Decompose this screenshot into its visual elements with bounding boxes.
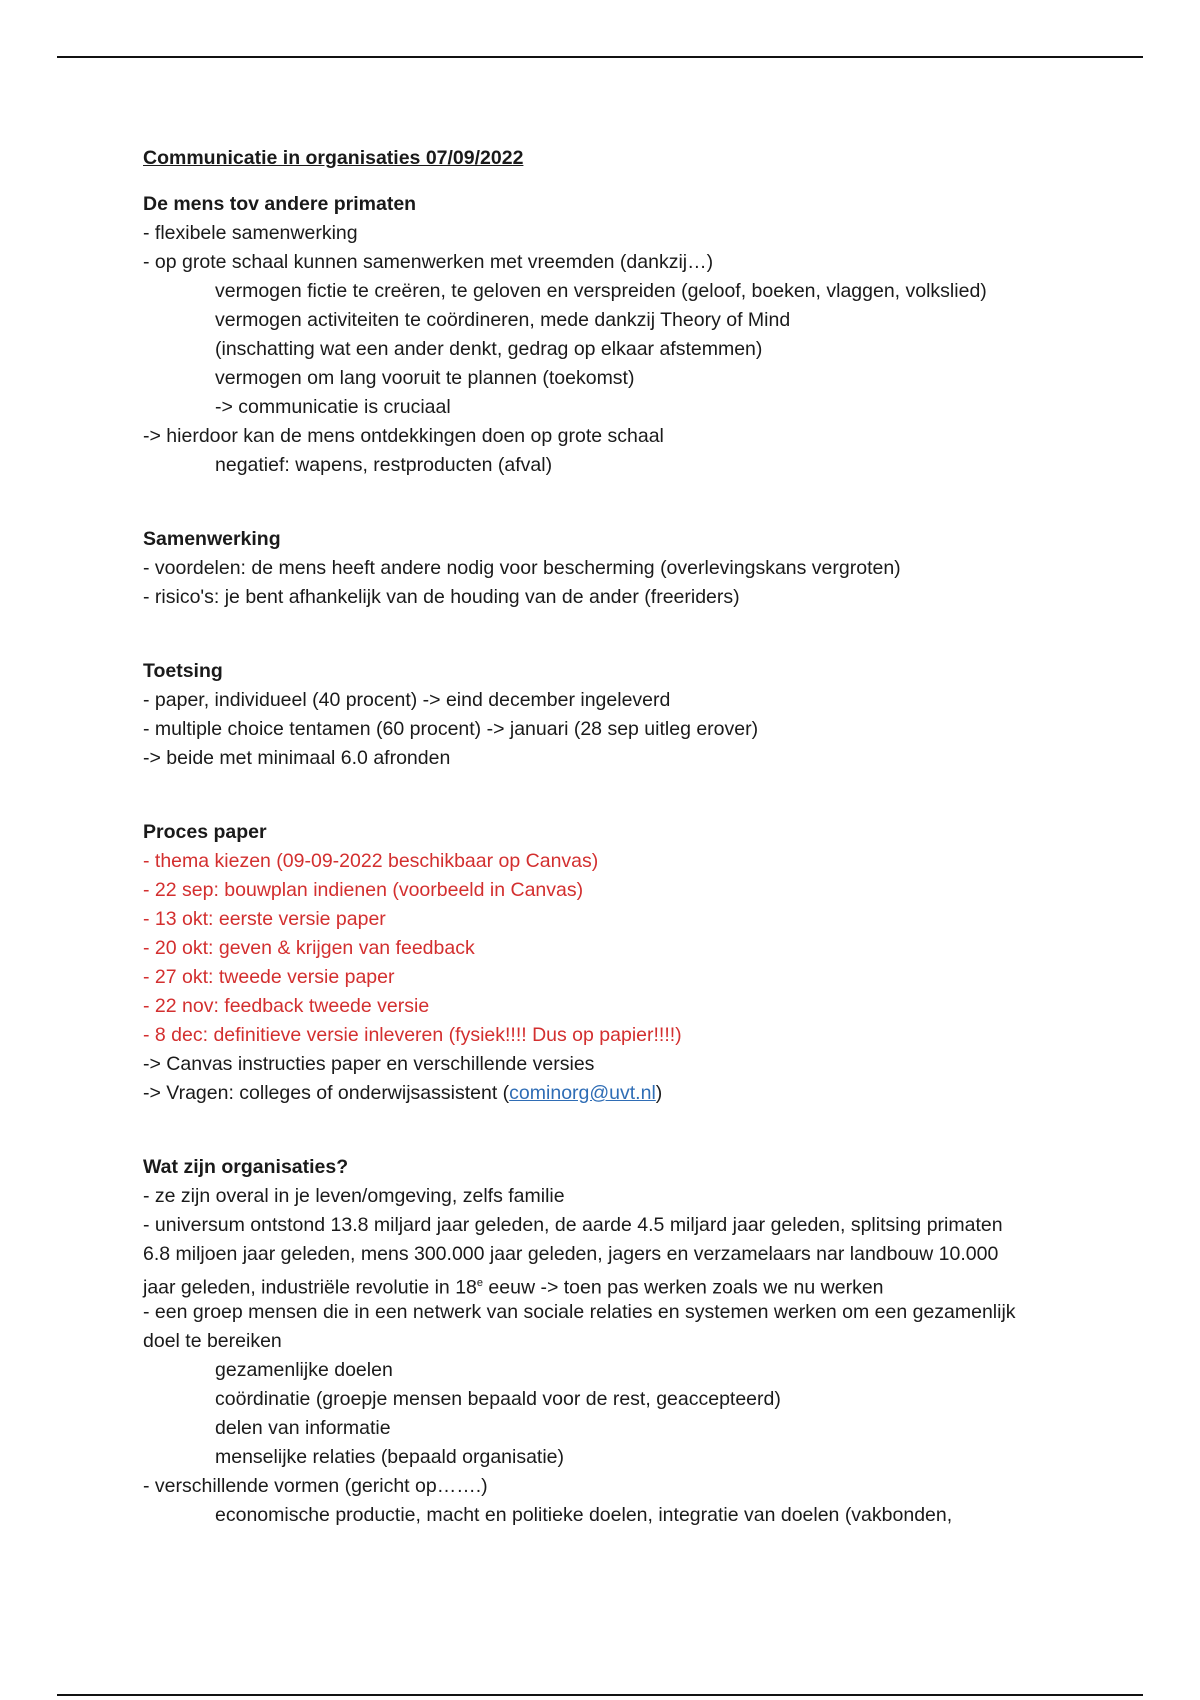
text-line: - risico's: je bent afhankelijk van de houding van de ander (freeriders) bbox=[143, 586, 740, 608]
text-line: economische productie, macht en politieke doelen, integratie van doelen (vakbonden, bbox=[215, 1504, 953, 1526]
text-fragment: -> Vragen: colleges of onderwijsassistent ( bbox=[143, 1082, 510, 1104]
section-heading: Proces paper bbox=[143, 821, 267, 843]
text-line: (inschatting wat een ander denkt, gedrag op elkaar afstemmen) bbox=[215, 338, 763, 360]
text-line: doel te bereiken bbox=[143, 1330, 282, 1352]
text-line: - multiple choice tentamen (60 procent) -> januari (28 sep uitleg erover) bbox=[143, 718, 759, 740]
deadline-line: - thema kiezen (09-09-2022 beschikbaar op Canvas) bbox=[143, 850, 599, 872]
text-line: vermogen activiteiten te coördineren, mede dankzij Theory of Mind bbox=[215, 309, 791, 331]
text-line: - universum ontstond 13.8 miljard jaar geleden, de aarde 4.5 miljard jaar geleden, splitsing primaten bbox=[143, 1214, 1003, 1236]
text-fragment: eeuw -> toen pas werken zoals we nu werken bbox=[483, 1276, 884, 1299]
deadline-line: - 8 dec: definitieve versie inleveren (fysiek!!!! Dus op papier!!!!) bbox=[143, 1024, 682, 1046]
section-heading: Toetsing bbox=[143, 660, 223, 682]
text-line: - een groep mensen die in een netwerk van sociale relaties en systemen werken om een gezamenlijk bbox=[143, 1301, 1016, 1323]
text-line: - flexibele samenwerking bbox=[143, 222, 358, 244]
text-line: negatief: wapens, restproducten (afval) bbox=[215, 454, 553, 476]
deadline-line: - 20 okt: geven & krijgen van feedback bbox=[143, 937, 475, 959]
text-line: -> beide met minimaal 6.0 afronden bbox=[143, 747, 451, 769]
deadline-line: - 27 okt: tweede versie paper bbox=[143, 966, 395, 988]
text-fragment: ) bbox=[655, 1082, 663, 1104]
text-line: -> communicatie is cruciaal bbox=[215, 396, 451, 418]
text-line: delen van informatie bbox=[215, 1417, 391, 1439]
text-line bbox=[143, 1269, 1063, 1298]
text-line: gezamenlijke doelen bbox=[215, 1359, 393, 1381]
top-rule bbox=[57, 56, 1143, 58]
section-heading: Wat zijn organisaties? bbox=[143, 1156, 349, 1178]
text-line: - op grote schaal kunnen samenwerken met vreemden (dankzij…) bbox=[143, 251, 714, 273]
text-line: vermogen om lang vooruit te plannen (toekomst) bbox=[215, 367, 635, 389]
document-body bbox=[143, 144, 1063, 1530]
section-heading: De mens tov andere primaten bbox=[143, 193, 417, 215]
text-line: vermogen fictie te creëren, te geloven en verspreiden (geloof, boeken, vlaggen, volkslied) bbox=[215, 280, 987, 302]
text-line: coördinatie (groepje mensen bepaald voor de rest, geaccepteerd) bbox=[215, 1388, 781, 1410]
text-line: menselijke relaties (bepaald organisatie) bbox=[215, 1446, 565, 1468]
deadline-line: - 22 nov: feedback tweede versie bbox=[143, 995, 430, 1017]
deadline-line: - 22 sep: bouwplan indienen (voorbeeld in Canvas) bbox=[143, 879, 584, 901]
email-link[interactable]: cominorg@uvt.nl bbox=[509, 1082, 656, 1104]
deadline-line: - 13 okt: eerste versie paper bbox=[143, 908, 386, 930]
section-heading: Samenwerking bbox=[143, 528, 281, 550]
text-line bbox=[143, 1079, 1063, 1108]
text-line: - voordelen: de mens heeft andere nodig voor bescherming (overlevingskans vergroten) bbox=[143, 557, 901, 579]
page-title: Communicatie in organisaties 07/09/2022 bbox=[143, 147, 524, 169]
text-line: -> Canvas instructies paper en verschillende versies bbox=[143, 1053, 595, 1075]
text-line: - verschillende vormen (gericht op…….) bbox=[143, 1475, 488, 1497]
bottom-rule bbox=[57, 1694, 1143, 1696]
text-line: - paper, individueel (40 procent) -> eind december ingeleverd bbox=[143, 689, 671, 711]
text-fragment: jaar geleden, industriële revolutie in 18 bbox=[143, 1276, 477, 1299]
text-line: -> hierdoor kan de mens ontdekkingen doen op grote schaal bbox=[143, 425, 664, 447]
text-line: - ze zijn overal in je leven/omgeving, zelfs familie bbox=[143, 1185, 565, 1207]
text-line: 6.8 miljoen jaar geleden, mens 300.000 jaar geleden, jagers en verzamelaars nar landbouw 10.000 bbox=[143, 1243, 999, 1265]
superscript: e bbox=[476, 1277, 484, 1289]
